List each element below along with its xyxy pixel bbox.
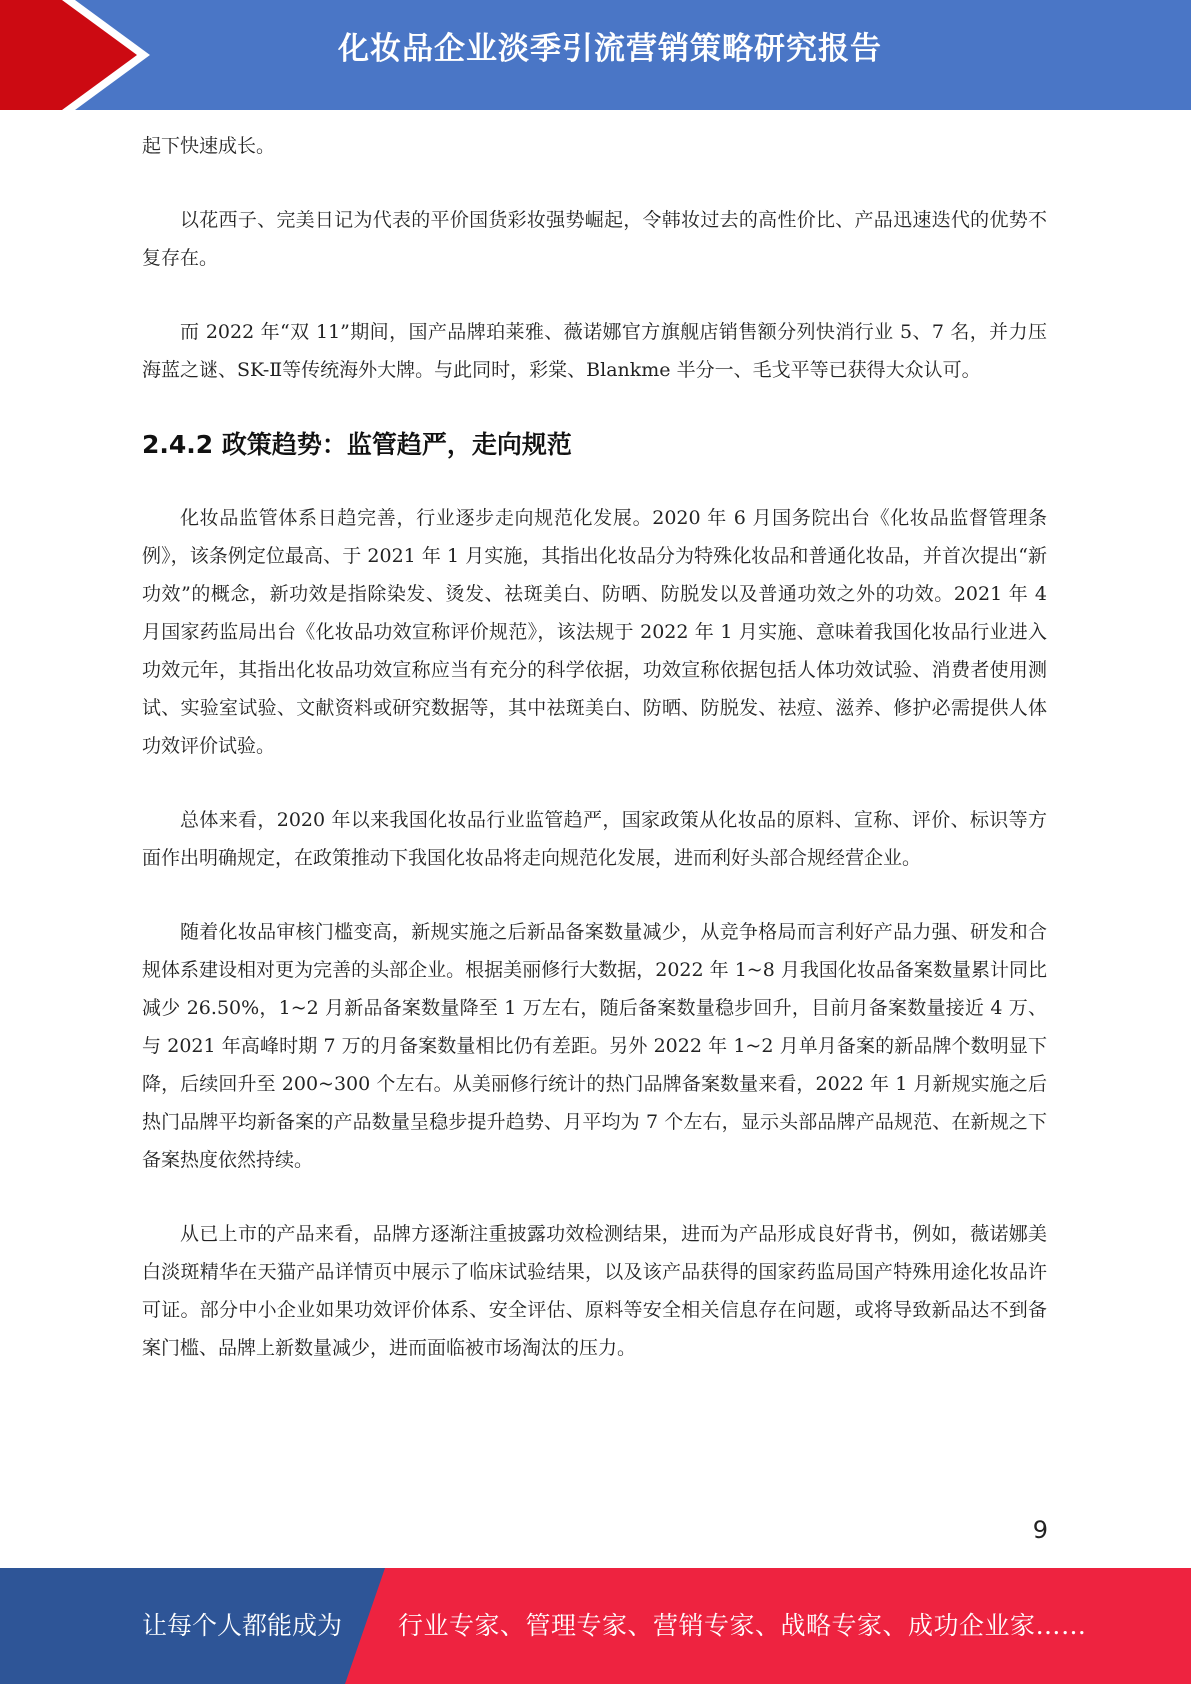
- paragraph: 从已上市的产品来看，品牌方逐渐注重披露功效检测结果，进而为产品形成良好背书，例如，薇诺娜美白淡斑精华在天猫产品详情页中展示了临床试验结果，以及该产品获得的国家药监局国产特殊用途化妆品许可证。部分中小企业如果功效评价体系、安全评估、原料等安全相关信息存在问题，或将导致新品达不到备案门槛、品牌上新数量减少，进而面临被市场淘汰的压力。: [142, 1223, 1047, 1359]
- paragraph: 随着化妆品审核门槛变高，新规实施之后新品备案数量减少，从竞争格局而言利好产品力强、研发和合规体系建设相对更为完善的头部企业。根据美丽修行大数据，2022 年 1~8 月我国化妆品备案数量累计同比减少 26.50%，1~2 月新品备案数量降至 1 万左右，随后备案数量稳步回升，目前月备案数量接近 4 万、与 2021 年高峰时期 7 万的月备案数量相比仍有差距。另外 2022 年 1~2 月单月备案的新品牌个数明显下降，后续回升至 200~300 个左右。从美丽修行统计的热门品牌备案数量来看，2022 年 1 月新规实施之后热门品牌平均新备案的产品数量呈稳步提升趋势、月平均为 7 个左右，显示头部品牌产品规范、在新规之下备案热度依然持续。: [142, 921, 1047, 1171]
- footer-slogan-left: 让每个人都能成为: [142, 1611, 343, 1640]
- page-footer: [0, 1568, 1191, 1684]
- red-chevron-decoration: [0, 0, 160, 110]
- paragraph-continuation: 起下快速成长。: [142, 135, 276, 157]
- paragraph: 化妆品监管体系日趋完善，行业逐步走向规范化发展。2020 年 6 月国务院出台《化妆品监督管理条例》，该条例定位最高、于 2021 年 1 月实施，其指出化妆品分为特殊化妆品和普通化妆品，并首次提出“新功效”的概念，新功效是指除染发、烫发、祛斑美白、防晒、防脱发以及普通功效之外的功效。2021 年 4 月国家药监局出台《化妆品功效宣称评价规范》，该法规于 2022 年 1 月实施、意味着我国化妆品行业进入功效元年，其指出化妆品功效宣称应当有充分的科学依据，功效宣称依据包括人体功效试验、消费者使用测试、实验室试验、文献资料或研究数据等，其中祛斑美白、防晒、防脱发、祛痘、滋养、修护必需提供人体功效评价试验。: [142, 507, 1047, 757]
- paragraph: 而 2022 年“双 11”期间，国产品牌珀莱雅、薇诺娜官方旗舰店销售额分列快消行业 5、7 名，并力压海蓝之谜、SK-Ⅱ等传统海外大牌。与此同时，彩棠、Blankme 半分一、毛戈平等已获得大众认可。: [142, 321, 1047, 381]
- paragraph: 以花西子、完美日记为代表的平价国货彩妆强势崛起，令韩妆过去的高性价比、产品迅速迭代的优势不复存在。: [142, 209, 1047, 269]
- page-number: 9: [1032, 1516, 1048, 1544]
- section-heading: 2.4.2 政策趋势：监管趋严，走向规范: [142, 430, 572, 459]
- page-header: [0, 0, 1191, 110]
- report-title: 化妆品企业淡季引流营销策略研究报告: [338, 31, 882, 67]
- document-body: [142, 127, 1047, 1403]
- paragraph: 总体来看，2020 年以来我国化妆品行业监管趋严，国家政策从化妆品的原料、宣称、评价、标识等方面作出明确规定，在政策推动下我国化妆品将走向规范化发展，进而利好头部合规经营企业。: [142, 809, 1047, 869]
- footer-slogan-right: 行业专家、管理专家、营销专家、战略专家、成功企业家……: [398, 1611, 1087, 1640]
